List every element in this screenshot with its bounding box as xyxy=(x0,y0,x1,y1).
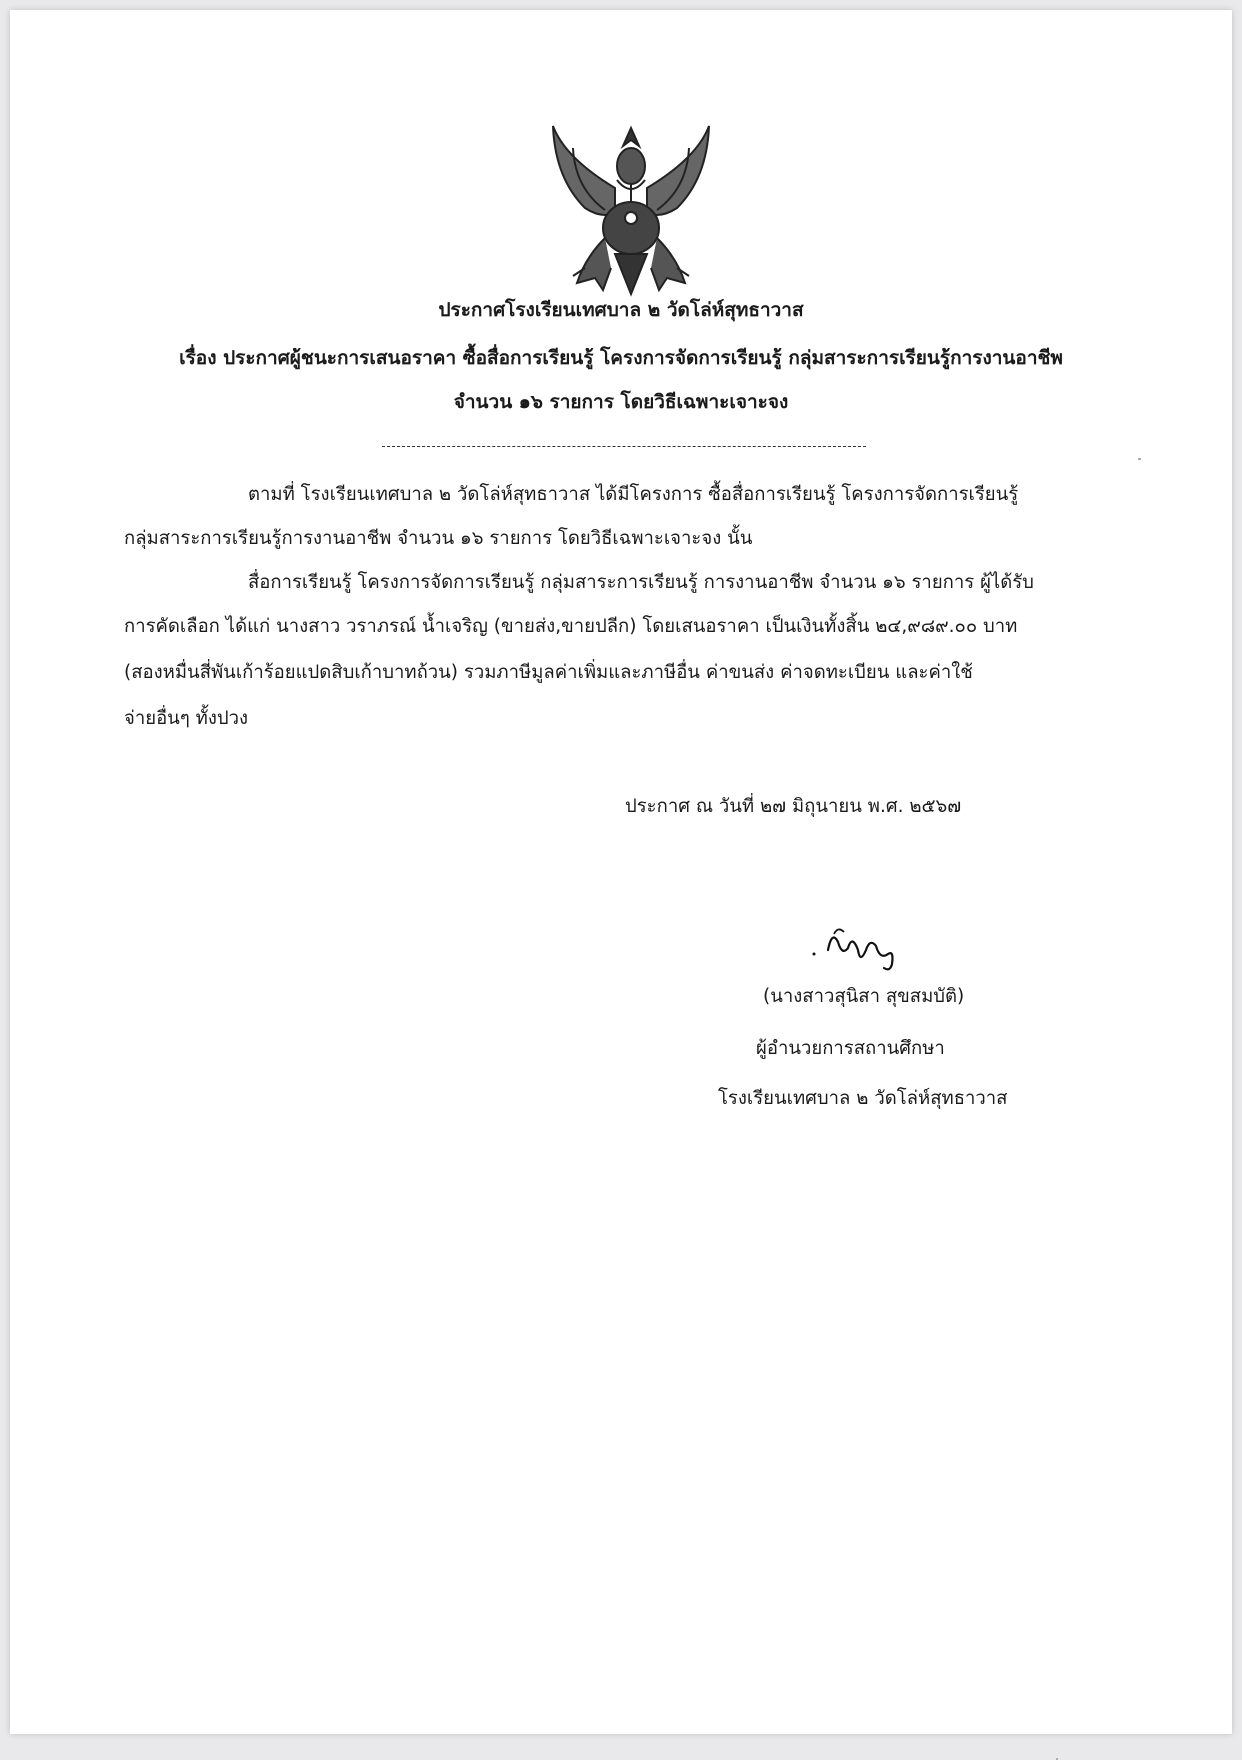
subject-line-2: จำนวน ๑๖ รายการ โดยวิธีเฉพาะเจาะจง xyxy=(453,391,789,413)
announce-date: ประกาศ ณ วันที่ ๒๗ มิถุนายน พ.ศ. ๒๕๖๗ xyxy=(625,796,962,817)
signatory-name: (นางสาวสุนิสา สุขสมบัติ) xyxy=(763,986,965,1007)
signatory-organization: โรงเรียนเทศบาล ๒ วัดโล่ห์สุทธาวาส xyxy=(718,1088,1008,1109)
signatory-position: ผู้อำนวยการสถานศึกษา xyxy=(756,1038,945,1059)
garuda-emblem-icon xyxy=(545,118,717,298)
body-line: จ่ายอื่นๆ ทั้งปวง xyxy=(124,708,249,729)
body-line: (สองหมื่นสี่พันเก้าร้อยแปดสิบเก้าบาทถ้วน) รวมภาษีมูลค่าเพิ่มและภาษีอื่น ค่าขนส่ง ค่าจดทะเบียน และค่าใช้ xyxy=(124,662,973,683)
header-divider xyxy=(382,446,866,447)
handwritten-signature xyxy=(808,920,918,980)
scan-speck xyxy=(1138,458,1141,460)
body-line: การคัดเลือก ได้แก่ นางสาว วราภรณ์ น้ำเจริญ (ขายส่ง,ขายปลีก) โดยเสนอราคา เป็นเงินทั้งสิ้น ๒๔,๙๘๙.๐๐ บาท xyxy=(124,616,1018,637)
document-page xyxy=(10,10,1232,1734)
body-line: กลุ่มสาระการเรียนรู้การงานอาชีพ จำนวน ๑๖ รายการ โดยวิธีเฉพาะเจาะจง นั้น xyxy=(124,528,753,549)
subject-line-1: เรื่อง ประกาศผู้ชนะการเสนอราคา ซื้อสื่อการเรียนรู้ โครงการจัดการเรียนรู้ กลุ่มสาระการเรียนรู้การงานอาชีพ xyxy=(179,347,1063,369)
body-line: ตามที่ โรงเรียนเทศบาล ๒ วัดโล่ห์สุทธาวาส ได้มีโครงการ ซื้อสื่อการเรียนรู้ โครงการจัดการเรียนรู้ xyxy=(248,484,1019,505)
body-line: สื่อการเรียนรู้ โครงการจัดการเรียนรู้ กลุ่มสาระการเรียนรู้ การงานอาชีพ จำนวน ๑๖ รายการ ผู้ได้รับ xyxy=(248,572,1034,593)
header-title: ประกาศโรงเรียนเทศบาล ๒ วัดโล่ห์สุทธาวาส xyxy=(438,299,804,321)
